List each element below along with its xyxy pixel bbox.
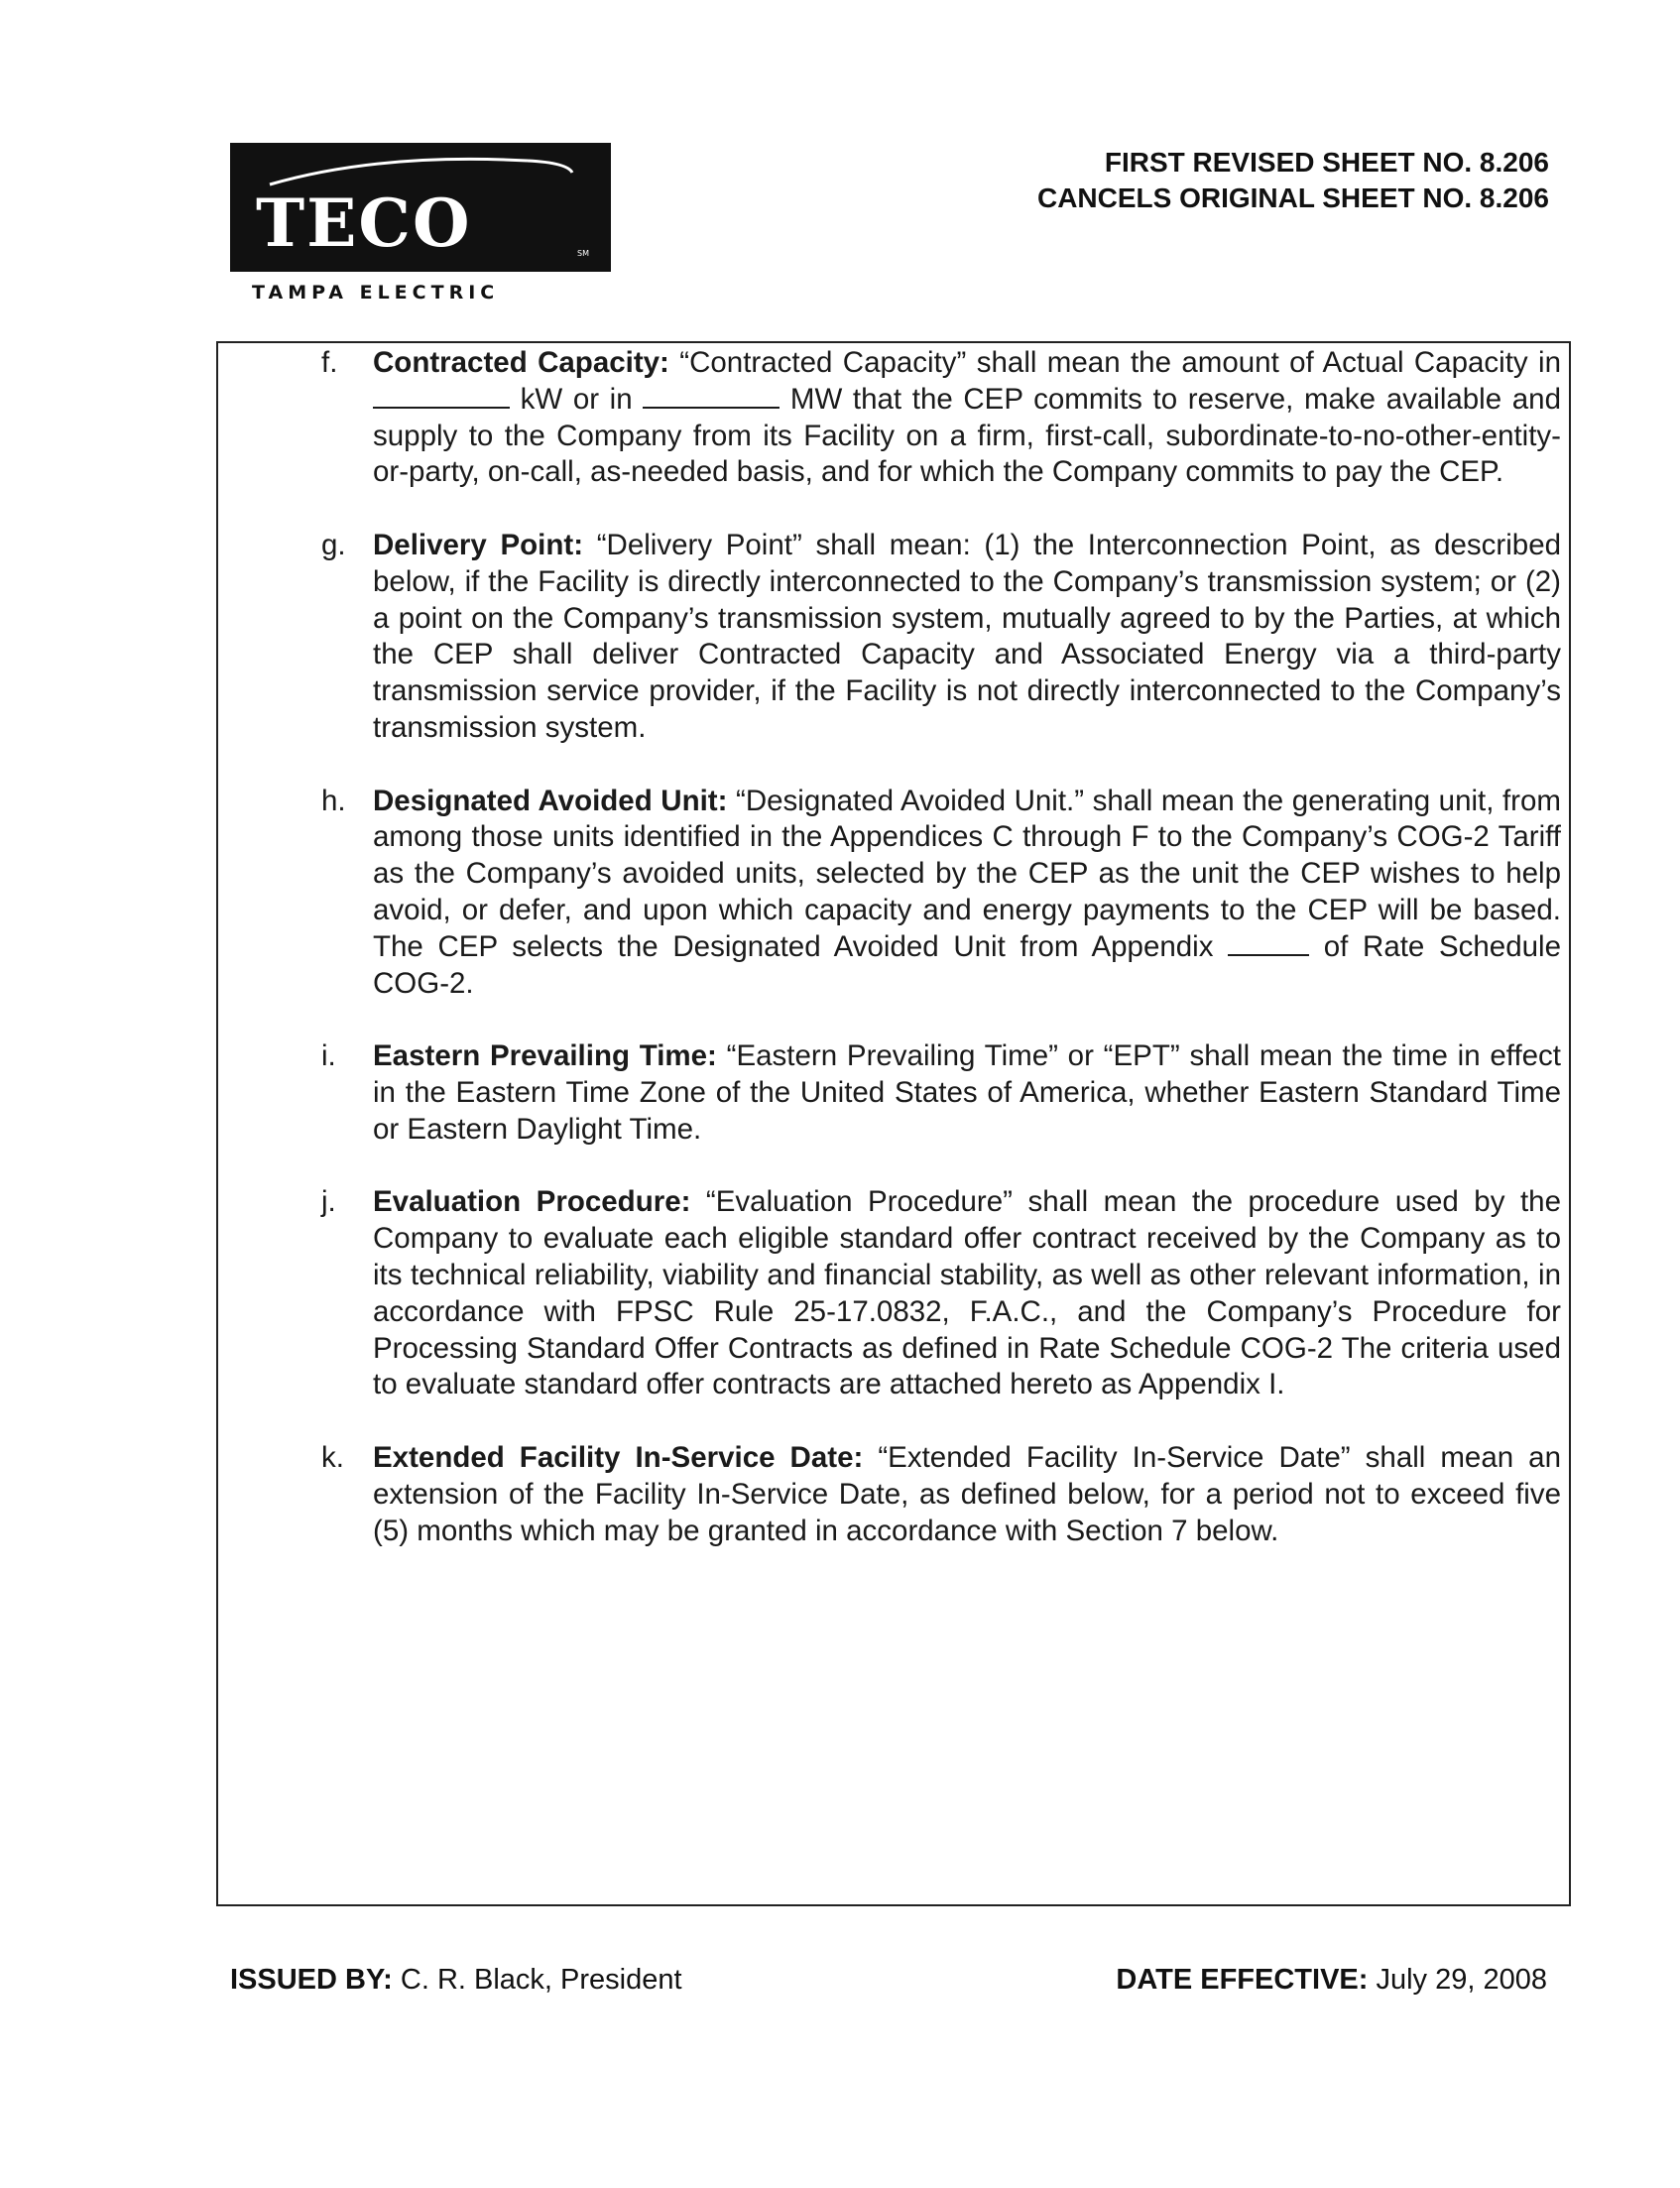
definition-eastern-prevailing-time bbox=[315, 1038, 1561, 1148]
teco-logo-graphic bbox=[230, 143, 611, 272]
definition-delivery-point bbox=[315, 528, 1561, 747]
definition-text: “Evaluation Procedure” shall mean the procedure used by the Company to evaluate each eligible standard offer contract received by the Company as to its technical reliability, viability and financial stability, as well as other relevant information, in accordance with FPSC Rule 25-17.0832, F.A.C., and the Company’s Procedure for Processing Standard Offer Contracts as defined in Rate Schedule COG-2 The criteria used to evaluate standard offer contracts are attached hereto as Appendix I. bbox=[373, 1185, 1561, 1401]
definition-designated-avoided-unit bbox=[315, 784, 1561, 1003]
definition-term: Extended Facility In-Service Date: bbox=[373, 1440, 864, 1474]
date-effective bbox=[1116, 1964, 1547, 1997]
definition-term: Designated Avoided Unit: bbox=[373, 784, 728, 817]
definition-text: “Designated Avoided Unit.” shall mean the generating unit, from among those units identified in the Appendices C through F to the Company’s COG-2 Tariff as the Company’s avoided units, selected by the CEP as the unit the CEP wishes to help avoid, or defer, and upon which capacity and energy payments to the CEP will be based. The CEP selects the Designated Avoided Unit from Appendix bbox=[373, 784, 1561, 963]
definition-term: Delivery Point: bbox=[373, 528, 584, 561]
definition-letter: i. bbox=[321, 1039, 336, 1073]
definition-contracted-capacity bbox=[315, 345, 1561, 491]
definition-letter: f. bbox=[321, 346, 338, 379]
teco-logo bbox=[230, 143, 611, 272]
date-effective-label: DATE EFFECTIVE: bbox=[1116, 1964, 1369, 1996]
sheet-number-block bbox=[1037, 145, 1549, 216]
definition-text: “Extended Facility In-Service Date” shall mean an extension of the Facility In-Service Date, as defined below, for a period not to exceed five (5) months which may be granted in accordance with Section 7 below. bbox=[373, 1440, 1561, 1547]
company-name: TAMPA ELECTRIC bbox=[252, 282, 500, 304]
definition-term: Contracted Capacity: bbox=[373, 346, 669, 379]
sheet-number: FIRST REVISED SHEET NO. 8.206 bbox=[1104, 147, 1549, 178]
definitions-list bbox=[315, 345, 1561, 1586]
definition-text: MW that the CEP commits to reserve, make available and supply to the Company from its Facility on a firm, first-call, subordinate-to-no-other-entity-or-party, on-call, as-needed basis, and for which the Company commits to pay the CEP. bbox=[373, 382, 1561, 489]
definition-letter: h. bbox=[321, 784, 346, 817]
definition-letter: k. bbox=[321, 1440, 344, 1474]
definition-term: Eastern Prevailing Time: bbox=[373, 1039, 717, 1073]
date-effective-value: July 29, 2008 bbox=[1368, 1964, 1547, 1996]
definition-text: “Contracted Capacity” shall mean the amount of Actual Capacity in bbox=[668, 346, 1561, 379]
kw-blank-line bbox=[373, 383, 510, 409]
appendix-blank-line bbox=[1228, 930, 1309, 956]
definition-extended-facility-in-service-date bbox=[315, 1440, 1561, 1549]
mw-blank-line bbox=[643, 383, 780, 409]
issued-by bbox=[230, 1964, 682, 1997]
logo-wordmark: TECO bbox=[256, 184, 472, 262]
definition-text: “Delivery Point” shall mean: (1) the Interconnection Point, as described below, if the Facility is directly interconnected to the Company’s transmission system; or (2) a point on the Company’s transmission system, mutually agreed to by the Parties, at which the CEP shall deliver Contracted Capacity and Associated Energy via a third-party transmission service provider, if the Facility is not directly interconnected to the Company’s transmission system. bbox=[373, 528, 1562, 744]
definition-term: Evaluation Procedure: bbox=[373, 1185, 691, 1219]
cancels-sheet-number: CANCELS ORIGINAL SHEET NO. 8.206 bbox=[1036, 182, 1549, 213]
definition-text: “Eastern Prevailing Time” or “EPT” shall mean the time in effect in the Eastern Time Zone of the United States of America, whether Eastern Standard Time or Eastern Daylight Time. bbox=[373, 1039, 1562, 1146]
definition-text: of Rate Schedule COG-2. bbox=[373, 929, 1561, 1000]
issued-by-value: C. R. Black, President bbox=[392, 1964, 682, 1996]
svg-text:SM: SM bbox=[577, 249, 589, 258]
definition-text: kW or in bbox=[510, 382, 644, 416]
definition-letter: j. bbox=[321, 1185, 336, 1219]
definition-letter: g. bbox=[321, 528, 346, 561]
issued-by-label: ISSUED BY: bbox=[230, 1964, 393, 1996]
definition-evaluation-procedure bbox=[315, 1184, 1561, 1403]
